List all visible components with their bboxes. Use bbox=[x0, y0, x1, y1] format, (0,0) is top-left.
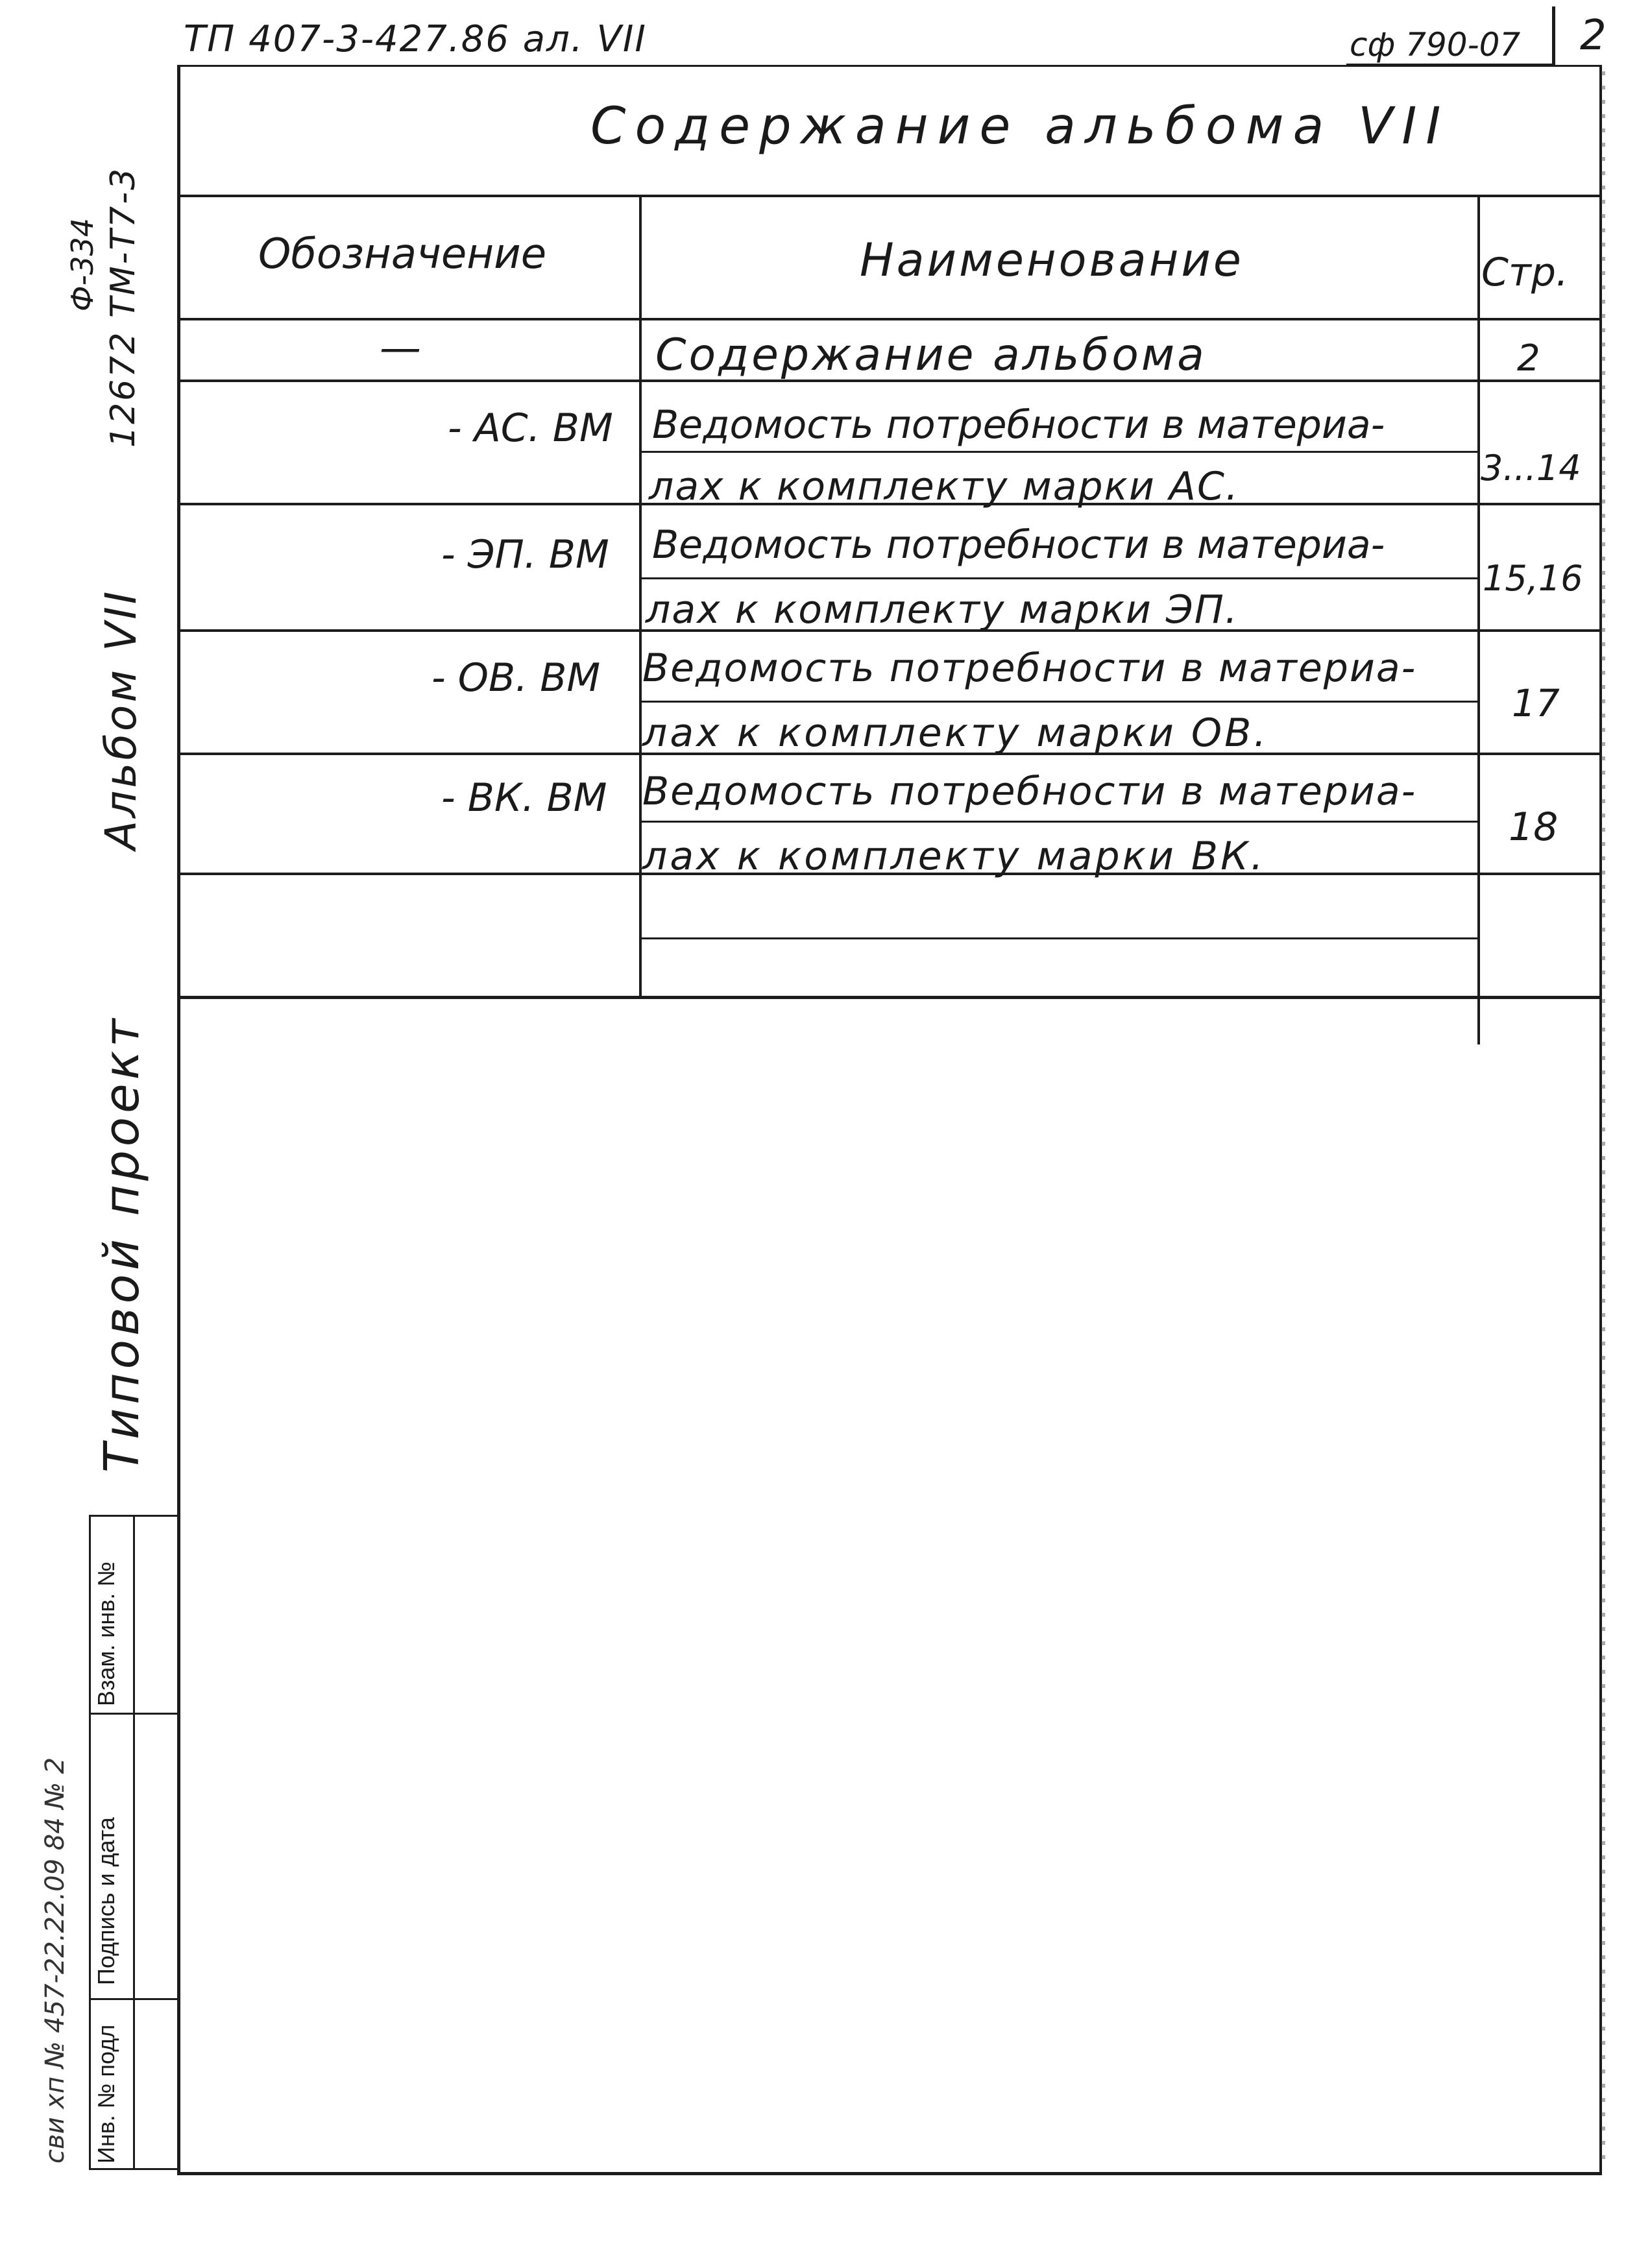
row-3-name-line-2: лах к комплекту марки ЭП. bbox=[646, 587, 1239, 633]
header-name: Наименование bbox=[860, 234, 1244, 287]
header-designation: Обозначение bbox=[258, 230, 547, 278]
row-1-page: 2 bbox=[1517, 337, 1540, 380]
frame-top bbox=[177, 65, 1602, 67]
album-label: Альбом VII bbox=[96, 588, 146, 850]
row-2-page: 3...14 bbox=[1481, 448, 1581, 489]
row-5-page: 18 bbox=[1509, 804, 1559, 850]
col-divider-2 bbox=[1477, 195, 1480, 1044]
name-midrule-1 bbox=[639, 451, 1479, 453]
row-5-code: - ВК. ВМ bbox=[441, 775, 607, 821]
row-1-name: Содержание альбома bbox=[655, 330, 1207, 381]
archive-code: Ф-334 bbox=[65, 218, 100, 311]
col-divider-1 bbox=[639, 195, 642, 999]
row-2-name-line-1: Ведомость потребности в материа- bbox=[652, 402, 1385, 448]
stamp-col-divider bbox=[133, 1515, 135, 2170]
page-number-divider bbox=[1552, 6, 1555, 66]
row-5-name-line-2: лах к комплекту марки ВК. bbox=[642, 834, 1266, 879]
row-2-name-line-2: лах к комплекту марки АС. bbox=[649, 464, 1239, 509]
row-3-name-line-1: Ведомость потребности в материа- bbox=[652, 522, 1385, 568]
archive-number: 12672 ТМ-Т7-3 bbox=[104, 166, 143, 448]
header-row-rule bbox=[177, 318, 1602, 320]
frame-bottom bbox=[177, 2172, 1602, 2175]
header-page: Стр. bbox=[1481, 250, 1569, 295]
name-midrule-3 bbox=[639, 701, 1479, 703]
stamp-label-inventory: Инв. № подл bbox=[93, 2024, 119, 2164]
name-midrule-2 bbox=[639, 577, 1479, 579]
row-4-name-line-2: лах к комплекту марки ОВ. bbox=[642, 710, 1269, 756]
row-3-code: - ЭП. ВМ bbox=[441, 532, 609, 577]
stamp-row-divider-2 bbox=[89, 1998, 178, 2000]
stamp-row-divider-1 bbox=[89, 1713, 178, 1715]
row-5-name-line-1: Ведомость потребности в материа- bbox=[642, 769, 1417, 814]
name-midrule-4 bbox=[639, 821, 1479, 823]
project-type-label: Типовой проект bbox=[94, 1015, 150, 1473]
row-4-page: 17 bbox=[1512, 681, 1560, 725]
row-4-name-line-1: Ведомость потребности в материа- bbox=[642, 645, 1417, 691]
register-mark: сф 790-07 bbox=[1350, 26, 1521, 64]
row-3-page: 15,16 bbox=[1483, 558, 1583, 599]
table-bottom-rule bbox=[177, 996, 1602, 999]
page-number: 2 bbox=[1580, 12, 1607, 60]
row-rule-6 bbox=[639, 937, 1479, 939]
stamp-handwritten-note: сви хп № 457-22.22.09 84 № 2 bbox=[40, 1757, 70, 2164]
stamp-label-signature: Подпись и дата bbox=[93, 1817, 119, 1985]
title-bottom-rule bbox=[177, 195, 1602, 197]
scan-edge-noise bbox=[1601, 71, 1605, 2167]
row-1-code: — bbox=[380, 324, 421, 372]
row-2-code: - АС. ВМ bbox=[448, 405, 613, 451]
stamp-label-replacement: Взам. инв. № bbox=[93, 1561, 119, 1706]
page-title: Содержание альбома VII bbox=[590, 97, 1450, 156]
document-code: ТП 407-3-427.86 ал. VII bbox=[184, 18, 647, 60]
row-4-code: - ОВ. ВМ bbox=[431, 655, 601, 701]
